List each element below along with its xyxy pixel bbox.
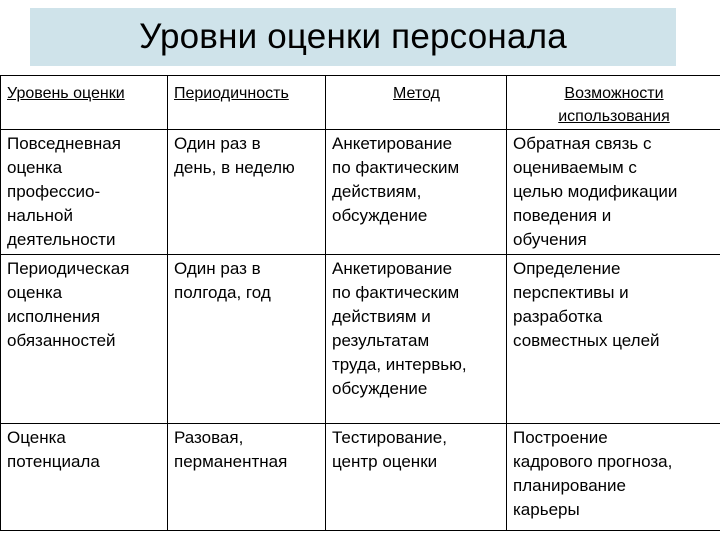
cell-text-line: исполнения — [7, 307, 101, 326]
cell-text-line: поведения и — [513, 206, 612, 225]
cell-method — [326, 255, 507, 424]
header-text: Возможности — [564, 85, 664, 102]
cell-text-line: нальной — [7, 206, 73, 225]
header-text: использования — [558, 108, 670, 125]
header-cell-method — [326, 76, 507, 130]
cell-text-line: оценка — [7, 283, 63, 302]
cell-method — [326, 424, 507, 531]
cell-text-line: Тестирование, — [332, 428, 447, 447]
row-potential-evaluation — [1, 424, 720, 531]
table-header-row — [1, 76, 720, 130]
cell-level — [1, 255, 168, 424]
cell-text-line: Определение — [513, 259, 621, 278]
row-periodic-evaluation — [1, 255, 720, 424]
cell-text-line: Один раз в — [174, 259, 261, 278]
header-cell-periodicity — [168, 76, 326, 130]
header-cell-level — [1, 76, 168, 130]
cell-text-line: кадрового прогноза, — [513, 452, 673, 471]
cell-text-line: по фактическим — [332, 283, 460, 302]
cell-text-line: профессио- — [7, 182, 101, 201]
personnel-evaluation-table — [0, 75, 720, 531]
cell-text-line: Оценка — [7, 428, 66, 447]
cell-text-line: совместных целей — [513, 331, 660, 350]
cell-text-line: действиям и — [332, 307, 431, 326]
cell-text-line: день, в неделю — [174, 158, 295, 177]
cell-text-line: обучения — [513, 230, 587, 249]
cell-text-line: перспективы и — [513, 283, 629, 302]
cell-text-line: полгода, год — [174, 283, 271, 302]
cell-periodicity — [168, 130, 326, 255]
cell-text-line: Разовая, — [174, 428, 244, 447]
cell-usage — [507, 255, 720, 424]
cell-text-line: результатам — [332, 331, 430, 350]
cell-text-line: по фактическим — [332, 158, 460, 177]
cell-text-line: деятельности — [7, 230, 116, 249]
cell-text-line: обязанностей — [7, 331, 116, 350]
cell-text-line: перманентная — [174, 452, 288, 471]
cell-usage — [507, 424, 720, 531]
cell-periodicity — [168, 255, 326, 424]
cell-text-line: планирование — [513, 476, 627, 495]
cell-text-line: действиям, — [332, 182, 422, 201]
cell-text-line: Построение — [513, 428, 608, 447]
cell-level — [1, 130, 168, 255]
cell-text-line: Анкетирование — [332, 259, 453, 278]
cell-text-line: Повседневная — [7, 134, 121, 153]
title-banner — [30, 8, 676, 66]
cell-text-line: потенциала — [7, 452, 100, 471]
cell-text-line: Анкетирование — [332, 134, 453, 153]
header-text: Периодичность — [174, 85, 289, 102]
cell-method — [326, 130, 507, 255]
header-text: Уровень оценки — [7, 85, 125, 102]
header-text: Метод — [393, 85, 440, 102]
cell-text-line: Периодическая — [7, 259, 130, 278]
cell-periodicity — [168, 424, 326, 531]
cell-text-line: Один раз в — [174, 134, 261, 153]
cell-text-line: карьеры — [513, 500, 580, 519]
cell-text-line: обсуждение — [332, 379, 428, 398]
cell-text-line: центр оценки — [332, 452, 438, 471]
cell-level — [1, 424, 168, 531]
cell-text-line: обсуждение — [332, 206, 428, 225]
row-daily-evaluation — [1, 130, 720, 255]
cell-text-line: целью модификации — [513, 182, 678, 201]
cell-text-line: оцениваемым с — [513, 158, 637, 177]
page-title: Уровни оценки персонала — [139, 17, 567, 56]
cell-text-line: труда, интервью, — [332, 355, 467, 374]
cell-usage — [507, 130, 720, 255]
cell-text-line: Обратная связь с — [513, 134, 652, 153]
cell-text-line: оценка — [7, 158, 63, 177]
header-cell-usage — [507, 76, 720, 130]
cell-text-line: разработка — [513, 307, 603, 326]
